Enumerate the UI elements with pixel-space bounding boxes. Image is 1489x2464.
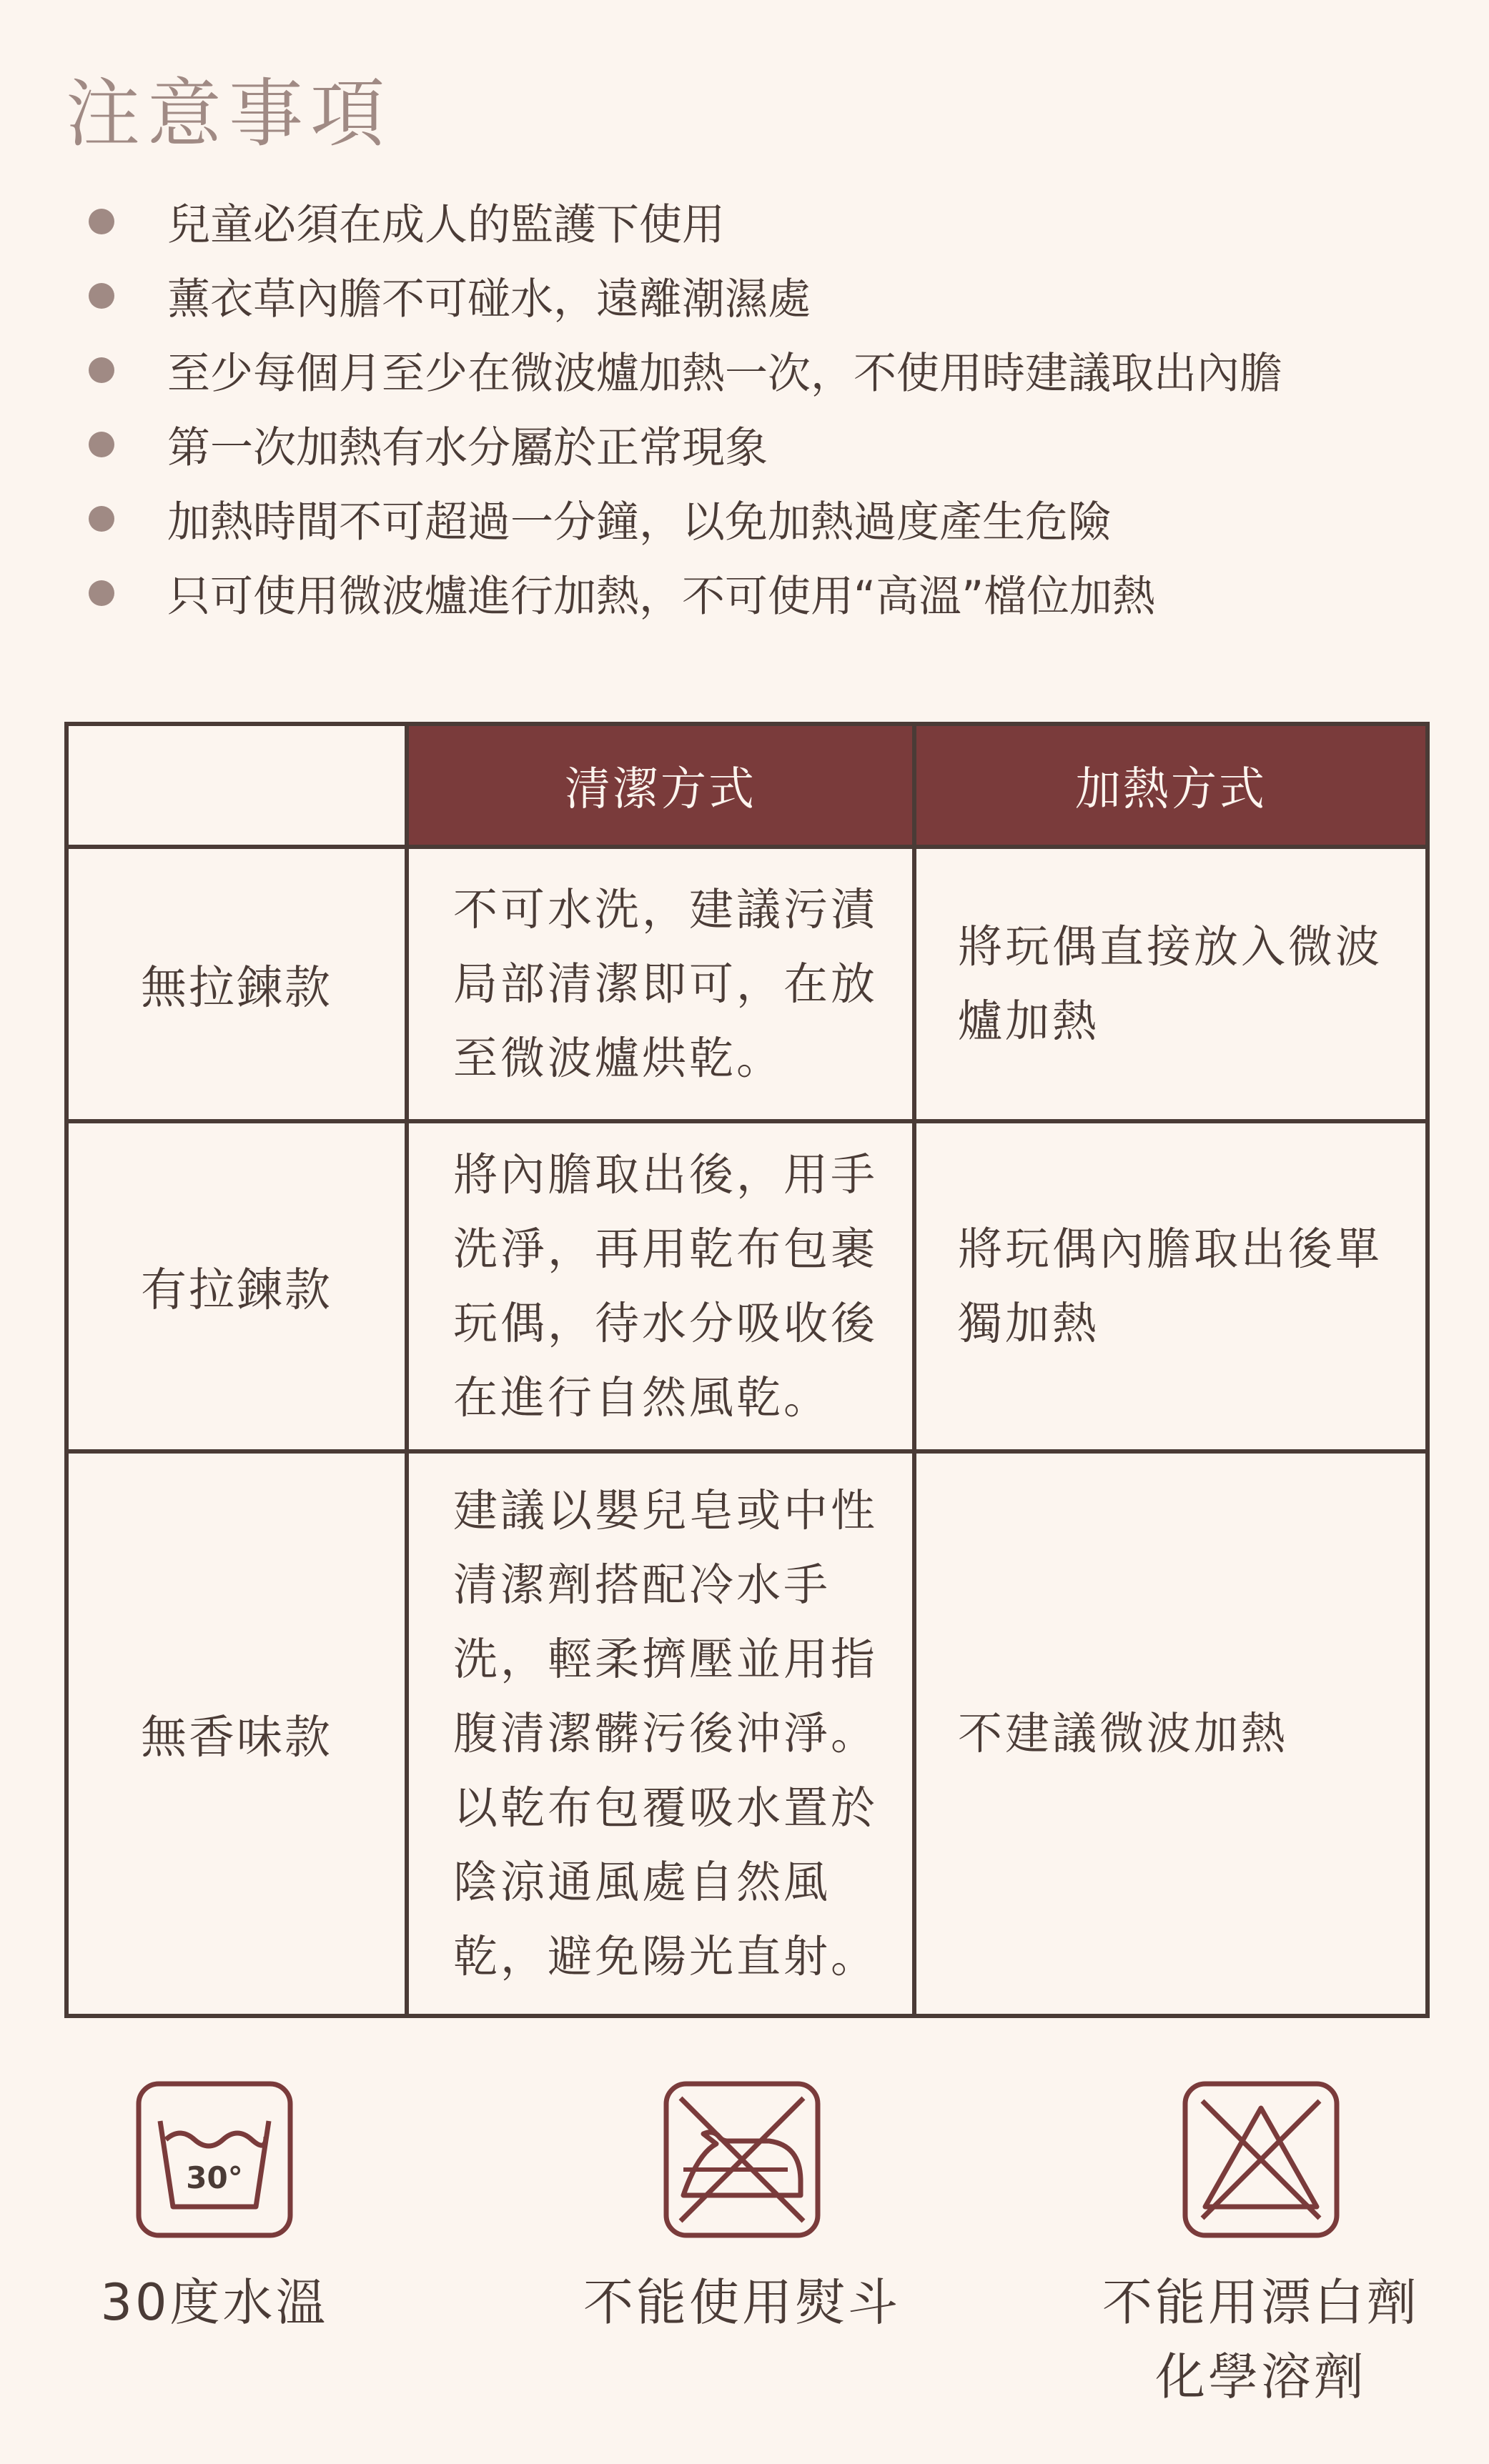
clean-method-cell: 不可水洗，建議污漬局部清潔即可，在放至微波爐烘乾。 xyxy=(407,847,914,1121)
list-item xyxy=(66,184,1282,259)
no-iron-icon xyxy=(662,2080,822,2240)
no-bleach-icon xyxy=(1181,2080,1341,2240)
list-item xyxy=(66,259,1282,333)
bullet-icon xyxy=(89,506,114,532)
table-row xyxy=(66,1121,1428,1451)
symbol-label-line: 不能用漂白劑 xyxy=(1102,2273,1420,2332)
notice-list xyxy=(66,184,1282,630)
care-table xyxy=(64,722,1430,2018)
care-symbol-wash xyxy=(0,2080,429,2340)
row-label: 有拉鍊款 xyxy=(66,1121,407,1451)
care-symbol-no-iron xyxy=(528,2080,956,2340)
list-item xyxy=(66,482,1282,556)
bullet-icon xyxy=(89,283,114,309)
notice-text: 加熱時間不可超過一分鐘，以免加熱過度產生危險 xyxy=(167,497,1111,547)
table-corner-cell xyxy=(66,724,407,847)
list-item xyxy=(66,333,1282,407)
wash-temp-text: 30° xyxy=(186,2160,243,2195)
notice-text: 第一次加熱有水分屬於正常現象 xyxy=(167,423,768,473)
notice-text: 至少每個月至少在微波爐加熱一次，不使用時建議取出內膽 xyxy=(167,349,1282,399)
page-title: 注意事項 xyxy=(66,70,392,157)
notice-text: 薰衣草內膽不可碰水，遠離潮濕處 xyxy=(167,274,811,324)
symbol-label: 不能使用熨斗 xyxy=(583,2273,901,2332)
table-row xyxy=(66,847,1428,1121)
column-header-clean: 清潔方式 xyxy=(407,724,914,847)
symbol-label-line: 化學溶劑 xyxy=(1155,2348,1367,2406)
list-item xyxy=(66,556,1282,630)
notice-text: 只可使用微波爐進行加熱，不可使用“高溫”檔位加熱 xyxy=(167,572,1156,622)
heat-method-cell: 將玩偶直接放入微波爐加熱 xyxy=(914,847,1428,1121)
bullet-icon xyxy=(89,357,114,383)
bullet-icon xyxy=(89,432,114,457)
bullet-icon xyxy=(89,580,114,606)
care-symbol-no-bleach xyxy=(1047,2080,1475,2414)
clean-method-cell: 將內膽取出後，用手洗淨，再用乾布包裹玩偶，待水分吸收後在進行自然風乾。 xyxy=(407,1121,914,1451)
notice-text: 兒童必須在成人的監護下使用 xyxy=(167,200,725,250)
clean-method-cell: 建議以嬰兒皂或中性清潔劑搭配冷水手洗，輕柔擠壓並用指腹清潔髒污後沖淨。以乾布包覆吸水置於陰涼通風處自然風乾，避免陽光直射。 xyxy=(407,1451,914,2016)
wash-30-icon xyxy=(134,2080,295,2240)
table-header-row xyxy=(66,724,1428,847)
heat-method-cell: 將玩偶內膽取出後單獨加熱 xyxy=(914,1121,1428,1451)
table-row xyxy=(66,1451,1428,2016)
heat-method-cell: 不建議微波加熱 xyxy=(914,1451,1428,2016)
symbol-label xyxy=(1047,2265,1475,2414)
column-header-heat: 加熱方式 xyxy=(914,724,1428,847)
row-label: 無香味款 xyxy=(66,1451,407,2016)
list-item xyxy=(66,407,1282,482)
symbol-label: 30度水溫 xyxy=(100,2273,329,2332)
row-label: 無拉鍊款 xyxy=(66,847,407,1121)
bullet-icon xyxy=(89,209,114,234)
care-symbols xyxy=(0,2080,1489,2451)
